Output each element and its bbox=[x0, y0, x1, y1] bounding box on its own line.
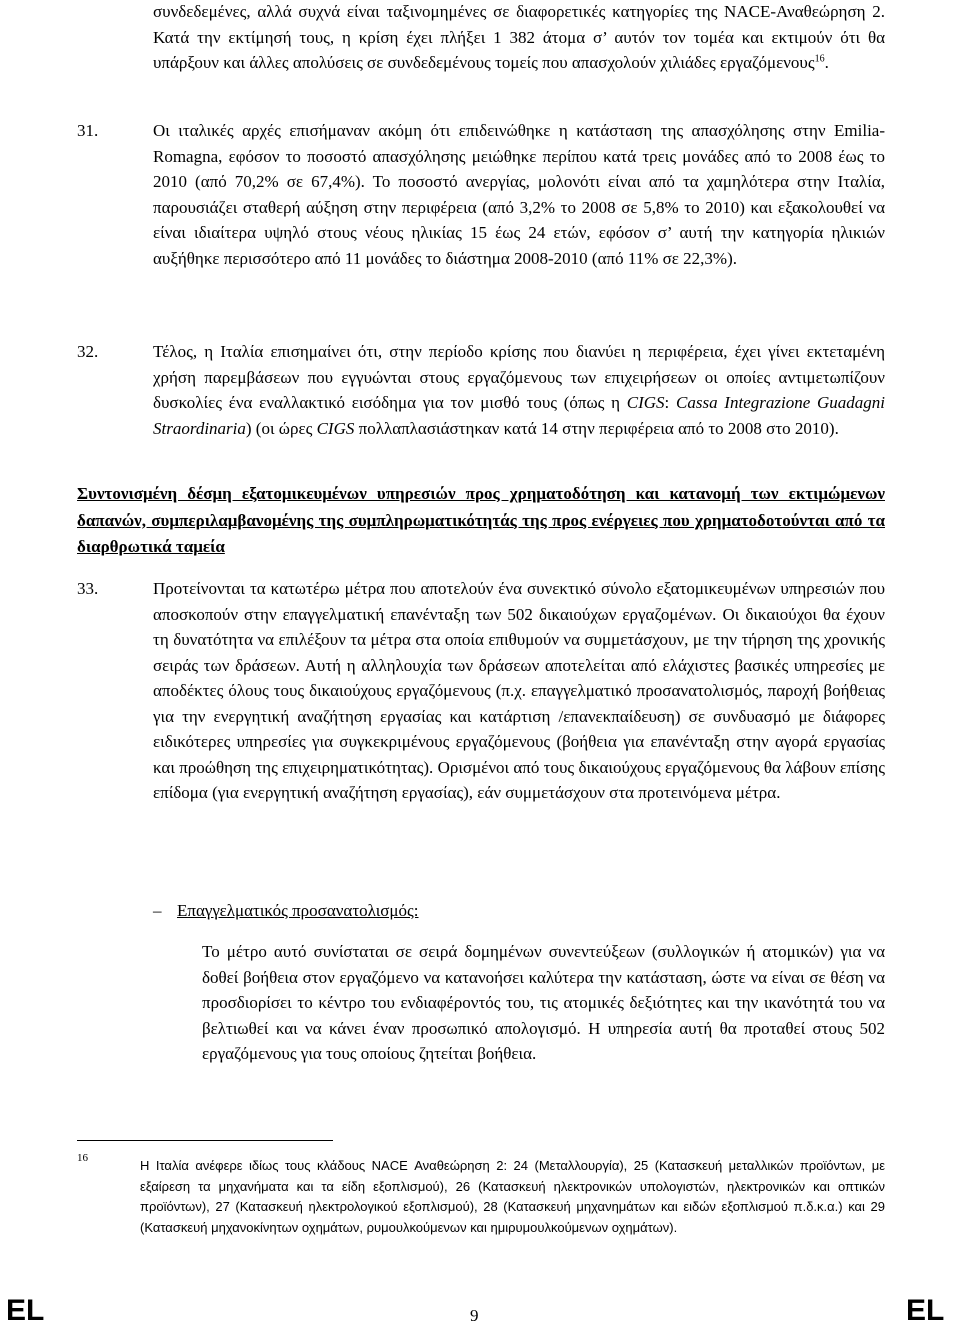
footnote-number: 16 bbox=[77, 1152, 88, 1164]
page-number: 9 bbox=[470, 1306, 479, 1325]
dash-bullet: – bbox=[153, 901, 162, 920]
footnote-reference[interactable]: 16 bbox=[814, 53, 825, 65]
continued-paragraph-text: συνδεδεμένες, αλλά συχνά είναι ταξινομημένες σε διαφορετικές κατηγορίες της NACE-Αναθεώρηση 2. Κατά την εκτίμησή τους, η κρίση έχει πλήξει 1 382 άτομα σ’ αυτόν τον τομέα και εκτιμούν ότι θα υπάρξουν και άλλες απολύσεις σε συνδεδεμένους τομείς που απασχολούν χιλιάδες εργαζόμενους bbox=[153, 2, 885, 72]
cigs-abbreviation: CIGS bbox=[626, 393, 665, 412]
measure-label: Επαγγελματικός προσανατολισμός: bbox=[177, 901, 419, 920]
language-code-left: EL bbox=[6, 1294, 45, 1327]
paragraph-31: Οι ιταλικές αρχές επισήμαναν ακόμη ότι επιδεινώθηκε η κατάσταση της απασχόλησης στην Emilia-Romagna, εφόσον το ποσοστό απασχόλησης μειώθηκε περίπου κατά τρεις μονάδες από το 2008 έως το 2010 (από 70,2% σε 67,4%). Το ποσοστό ανεργίας, μολονότι είναι από τα χαμηλότερα στην Ιταλία, παρουσιάζει σταθερή αύξηση στην περιφέρεια (από 3,2% το 2008 σε 5,8% το 2010) και εξακολουθεί να είναι ιδιαίτερα υψηλό στους νέους ηλικίας 15 έως 24 ετών, εφόσον σ’ αυτή την κατηγορία ηλικιών αυξήθηκε περισσότερο από 11 μονάδες το διάστημα 2008-2010 (από 11% σε 22,3%). bbox=[153, 121, 885, 268]
paragraph-32: Τέλος, η Ιταλία επισημαίνει ότι, στην περίοδο κρίσης που διανύει η περιφέρεια, έχει γίνει εκτεταμένη χρήση παρεμβάσεων που εγγυώνται στους εργαζόμενους των επιχειρήσεων οι οποίες αντιμετωπίζουν δυσκολίες ένα εναλλακτικό εισόδημα για τον μισθό τους (όπως η CIGS: Cassa Integrazione Guadagni Straordinaria) (οι ώρες CIGS πολλαπλασιάστηκαν κατά 14 στην περιφέρεια από το 2008 στο 2010). bbox=[153, 342, 885, 438]
paragraph-number-31: 31. bbox=[77, 121, 99, 140]
measure-heading bbox=[153, 898, 419, 923]
paragraph-number-32: 32. bbox=[77, 342, 99, 361]
footnote-text: Η Ιταλία ανέφερε ιδίως τους κλάδους NACE Αναθεώρηση 2: 24 (Μεταλλουργία), 25 (Κατασκευή μεταλλικών προϊόντων, με εξαίρεση τα μηχανήματα και τα είδη εξοπλισμού), 26 (Κατασκευή ηλεκτρονικών υπολογιστών, ηλεκτρονικών και οπτικών προϊόντων), 27 (Κατασκευή ηλεκτρολογικού εξοπλισμού), 28 (Κατασκευή μηχανημάτων και ειδών εξοπλισμού π.δ.κ.α.) και 29 (Κατασκευή μηχανοκίνητων οχημάτων, ρυμουλκούμενων και ημιρυμουλκούμενων οχημάτων). bbox=[140, 1158, 885, 1235]
measure-description: Το μέτρο αυτό συνίσταται σε σειρά δομημένων συνεντεύξεων (συλλογικών ή ατομικών) για να δοθεί βοήθεια στον εργαζόμενο να κατανοήσει καλύτερα την κατάσταση, ώστε να είναι σε θέση να προσδιορίσει το κέντρο του ενδιαφέροντός του, τις ατομικές δεξιότητες και την ικανότητά του να βελτιωθεί και να κάνει έναν προσωπικό απολογισμό. Η υπηρεσία αυτή θα προταθεί στους 502 εργαζόμενους για τους οποίους ζητείται βοήθεια. bbox=[202, 942, 885, 1063]
paragraph-number-33: 33. bbox=[77, 579, 99, 598]
cigs-abbreviation-2: CIGS bbox=[316, 418, 355, 438]
footnote-separator bbox=[77, 1140, 333, 1141]
continued-paragraph-end: . bbox=[824, 53, 829, 72]
language-code-right: EL bbox=[906, 1294, 945, 1327]
section-heading: Συντονισμένη δέσμη εξατομικευμένων υπηρεσιών προς χρηματοδότηση και κατανομή των εκτιμώμενων δαπανών, συμπεριλαμβανομένης της συμπληρωματικότητάς της προς ενέργειες που χρηματοδοτούνται από τα διαρθρωτικά ταμεία bbox=[77, 484, 885, 556]
cigs-full-name: Cassa Integrazione Guadagni Straordinaria bbox=[153, 393, 885, 438]
paragraph-33: Προτείνονται τα κατωτέρω μέτρα που αποτελούν ένα συνεκτικό σύνολο εξατομικευμένων υπηρεσιών που αποσκοπούν στην επαγγελματική επανένταξη των 502 δικαιούχων εργαζομένων. Οι δικαιούχοι θα έχουν τη δυνατότητα να επιλέξουν τα μέτρα στα οποία επιθυμούν να συμμετάσχουν, με την τήρηση της χρονικής σειράς των δράσεων. Αυτή η αλληλουχία των δράσεων αποτελείται από ελάχιστες βασικές υπηρεσίες με αποδέκτες όλους τους δικαιούχους εργαζόμενους (π.χ. επαγγελματικό προσανατολισμός, παροχή βοήθειας για την ενεργητική αναζήτηση εργασίας και κατάρτιση /επανεκπαίδευση) σε συνδυασμό με διάφορες ειδικότερες υπηρεσίες για συγκεκριμένους εργαζόμενους (βοήθεια για επανένταξη στην αγορά εργασίας και προώθηση της επιχειρηματικότητας). Ορισμένοι από τους δικαιούχους εργαζόμενους θα λάβουν επίσης επίδομα (για ενεργητική αναζήτηση εργασίας), εάν συμμετάσχουν στα προτεινόμενα μέτρα. bbox=[153, 579, 885, 802]
continued-paragraph bbox=[153, 0, 885, 76]
